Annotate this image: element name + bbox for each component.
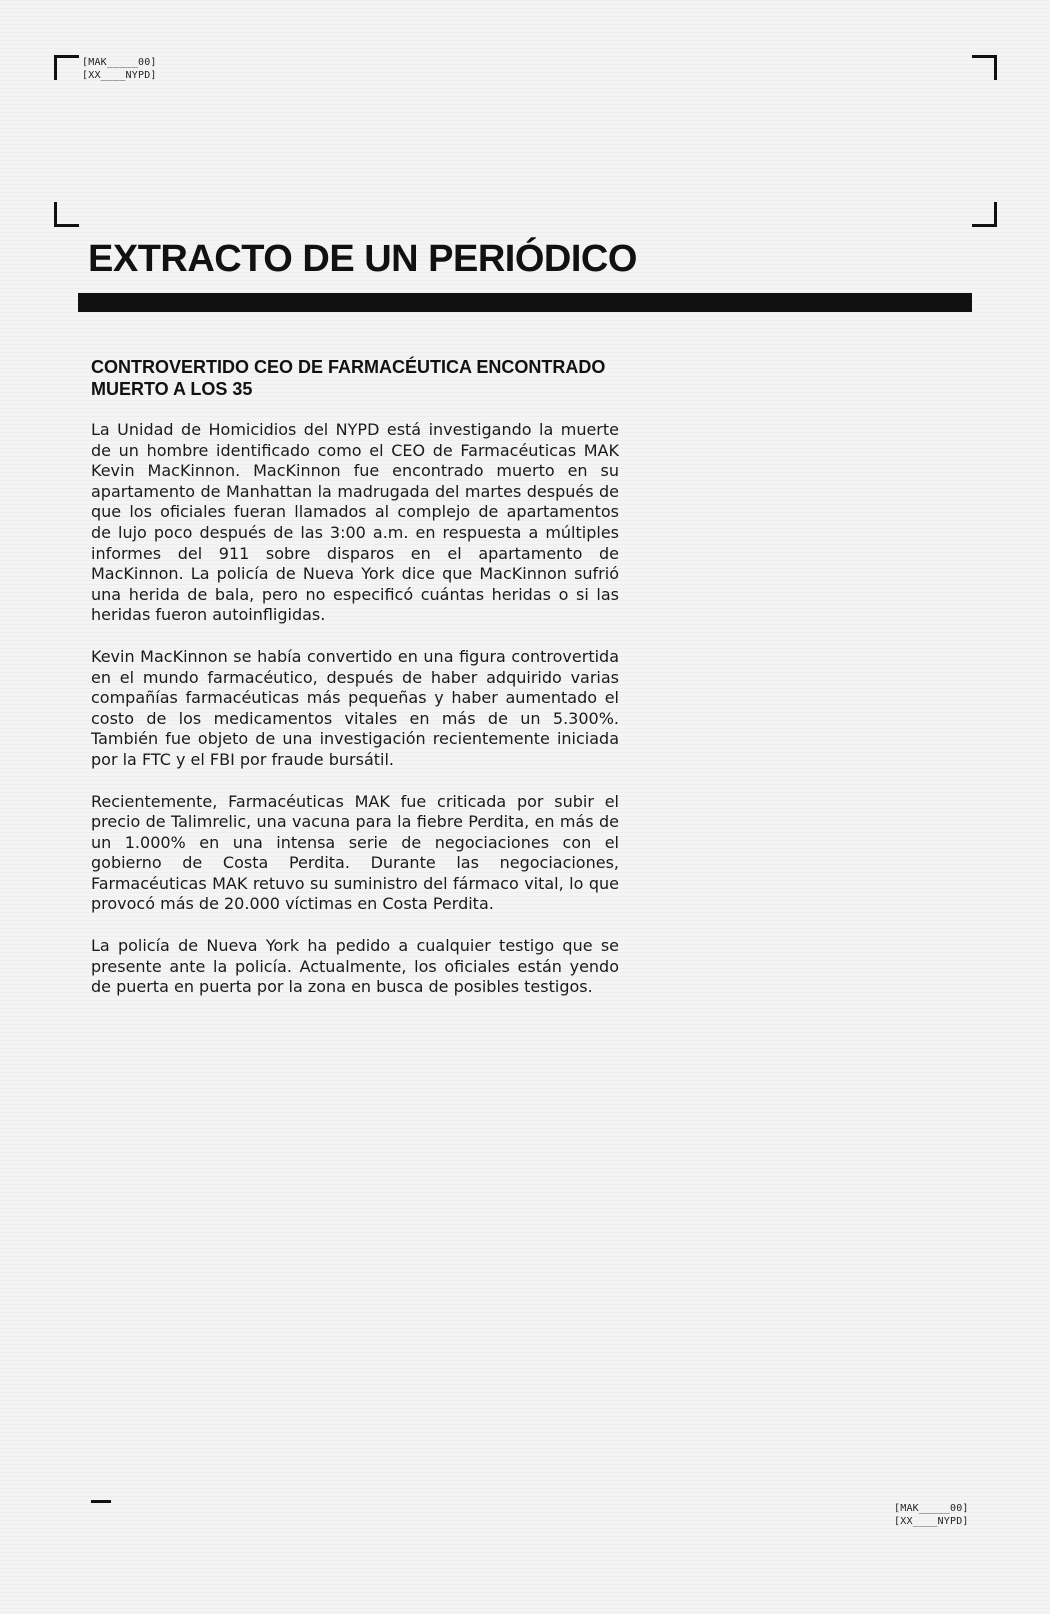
corner-mark-bottom-left bbox=[54, 202, 79, 227]
corner-mark-top-left bbox=[54, 55, 79, 80]
article-paragraph-2: Kevin MacKinnon se había convertido en una figura controvertida en el mundo farmacéutico, después de haber adquirido varias compañías farmacéuticas más pequeñas y haber aumentado el costo de los medicamentos vitales en más de un 5.300%. También fue objeto de una investigación recientemente iniciada por la FTC y el FBI por fraude bursátil. bbox=[91, 646, 619, 769]
title-underline-bar bbox=[78, 293, 972, 312]
article-paragraph-1: La Unidad de Homicidios del NYPD está investigando la muerte de un hombre identificado como el CEO de Farmacéuticas MAK Kevin MacKinnon. MacKinnon fue encontrado muerto en su apartamento de Manhattan la madrugada del martes después de que los oficiales fueran llamados al complejo de apartamentos de lujo poco después de las 3:00 a.m. en respuesta a múltiples informes del 911 sobre disparos en el apartamento de MacKinnon. La policía de Nueva York dice que MacKinnon sufrió una herida de bala, pero no especificó cuántas heridas o si las heridas fueron autoinfligidas. bbox=[91, 420, 619, 625]
header-code-line-1: [MAK_____00] bbox=[82, 57, 157, 68]
header-code-line-2: [XX____NYPD] bbox=[82, 70, 157, 81]
article-headline: CONTROVERTIDO CEO DE FARMACÉUTICA ENCONTRADO MUERTO A LOS 35 bbox=[91, 357, 606, 399]
footer-code-line-2: [XX____NYPD] bbox=[894, 1516, 969, 1527]
corner-mark-bottom-right bbox=[972, 202, 997, 227]
footer-case-code bbox=[894, 1502, 969, 1528]
footer-code-line-1: [MAK_____00] bbox=[894, 1503, 969, 1514]
header-case-code bbox=[82, 56, 157, 82]
corner-mark-top-right bbox=[972, 55, 997, 80]
page-dash-mark bbox=[91, 1500, 111, 1503]
newspaper-article bbox=[91, 356, 619, 1019]
article-paragraph-3: Recientemente, Farmacéuticas MAK fue criticada por subir el precio de Talimrelic, una vacuna para la fiebre Perdita, en más de un 1.000% en una intensa serie de negociaciones con el gobierno de Costa Perdita. Durante las negociaciones, Farmacéuticas MAK retuvo su suministro del fármaco vital, lo que provocó más de 20.000 víctimas en Costa Perdita. bbox=[91, 791, 619, 914]
page-title: EXTRACTO DE UN PERIÓDICO bbox=[88, 238, 637, 280]
article-paragraph-4: La policía de Nueva York ha pedido a cualquier testigo que se presente ante la policía. Actualmente, los oficiales están yendo de puerta en puerta por la zona en busca de posibles testigos. bbox=[91, 936, 619, 997]
